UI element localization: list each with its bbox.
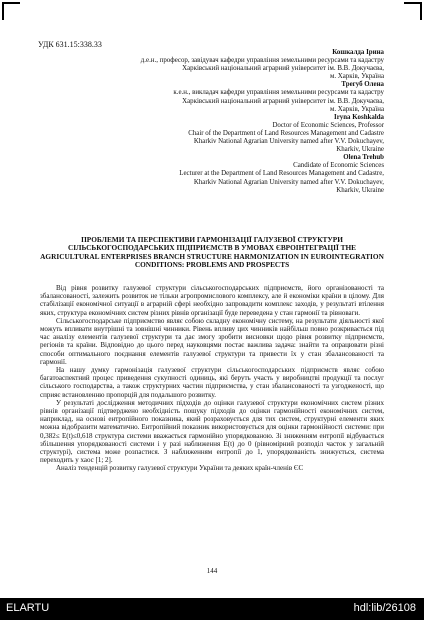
author-name: Трегуб Олена: [341, 81, 384, 89]
author-affiliation-line: Kharkiv National Agrarian University named after V.V. Dokuchayev,: [193, 178, 384, 186]
author-affiliation-line: Lecturer at the Department of Land Resources Management and Cadastre,: [179, 170, 384, 178]
author-affiliation-line: Doctor of Economic Sciences, Professor: [272, 121, 384, 129]
author-affiliation-line: к.е.н., викладач кафедри управління земельними ресурсами та кадастру: [173, 89, 384, 97]
author-block: [40, 49, 384, 195]
page-number: 144: [206, 567, 218, 575]
article-body: [40, 284, 384, 473]
repository-footer-bar: [0, 598, 424, 620]
author-name: Кошкалда Ірина: [332, 49, 384, 56]
author-entry: [40, 154, 384, 194]
crop-mark-icon: [2, 2, 20, 20]
crop-mark-icon: [404, 2, 422, 20]
author-affiliation-line: м. Харків, Україна: [329, 105, 384, 113]
author-affiliation-line: Kharkiv National Agrarian University named after V.V. Dokuchayev,: [193, 138, 384, 146]
author-affiliation-line: Kharkiv, Ukraine: [336, 146, 384, 154]
author-affiliation-line: Candidate of Economic Sciences: [293, 162, 384, 170]
author-name: Iryna Koshkalda: [334, 113, 384, 121]
body-paragraph: На нашу думку гармонізація галузевої структури сільськогосподарських підприємств являє собою багатоаспектний процес приведення сукупності одиниць, які беруть участь у виробництві продукції та послуг сільського господарства, а також структурних частин підприємства, у стан збалансованості та узгодженості, що сприяє встановленню пропорцій для подальшого розвитку.: [40, 366, 384, 399]
author-affiliation-line: Chair of the Department of Land Resources Management and Cadastre: [188, 129, 384, 137]
body-paragraph: Аналіз тенденцій розвитку галузевої структури України та деяких країн-членів ЄС: [56, 464, 304, 473]
author-affiliation-line: Харківський національний аграрний університет ім. В.В. Докучаєва,: [182, 65, 384, 73]
body-paragraph: Сільськогосподарське підприємство являє собою складну економічну систему, на результати діяльності якої можуть впливати внутрішні та зовнішні чинники. Рівень впливу цих чинників найбільш повно розкривається під час аналізу елементів галузевої структури та дає змогу зробити висновки щодо рівня розвитку підприємств, регіонів та країни. Відповідно до цього перед науковцями постає важлива задача: знайти та опрацювати різні способи оптимального поєднання елементів галузевої структури та привести їх у стан збалансованості та гармонії.: [40, 316, 384, 366]
author-entry: [40, 49, 384, 81]
author-entry: [40, 114, 384, 154]
author-affiliation-line: Kharkiv, Ukraine: [336, 186, 384, 194]
udk-code: УДК 631.15:338.33: [38, 40, 102, 49]
author-entry: [40, 81, 384, 113]
article-title: ПРОБЛЕМИ ТА ПЕРСПЕКТИВИ ГАРМОНІЗАЦІЇ ГАЛУЗЕВОЇ СТРУКТУРИ СІЛЬСЬКОГОСПОДАРСЬКИХ ПІДПРИЄМСТВ В УМОВАХ ЄВРОІНТЕГРАЦІЇ THE AGRICULTURAL ENTERPRISES BRANCH STRUCTURE HARMONIZATION IN EUROINTEGRATION CONDITIONS: PROBLEMS AND PROSPECTS: [40, 235, 384, 270]
author-affiliation-line: м. Харків, Україна: [329, 73, 384, 81]
author-affiliation-line: д.е.н., професор, завідувач кафедри управління земельними ресурсами та кадастру: [140, 57, 384, 65]
repository-name: ELARTU: [6, 602, 50, 614]
body-paragraph: Від рівня розвитку галузевої структури сільськогосподарських підприємств, його організованості та збалансованості, залежить розвиток не тільки агропромислового комплексу, але й економіки країни в цілому. Для стабілізації економічної ситуації в аграрній сфері необхідно запровадити комплекс заходів, у результаті втілення яких, структура економічних систем різних рівнів організації буде переведена у стан гармонії та рівноваги.: [40, 284, 384, 317]
author-name: Olena Trehub: [343, 154, 384, 162]
handle-link[interactable]: hdl:lib/26108: [353, 602, 416, 614]
body-paragraph: У результаті дослідження методичних підходів до оцінки галузевої структури економічних систем різних рівнів організації підтверджено необхідність пошуку підходів до оцінки гармонійності економічних систем, наприклад, на основі ентропійного показника, який розраховується для тих систем, структурні елементи яких можна відобразити математично. Ентропійний показник використовується для оцінки гармонійності системи: при 0,382≤ E(t)≤0,618 структура системи вважається гармонійно упорядкованою. Зі зниженням ентропії відбувається збільшення упорядкованості системи і у разі наближення E(t) до 0 (рівномірний розподіл часток у загальній структурі), система може розпастися. З наближенням ентропії до 1, упорядкованість знижується, система переходить у хаос [1; 2].: [40, 398, 384, 465]
author-affiliation-line: Харківський національний аграрний університет ім. В.В. Докучаєва,: [182, 97, 384, 105]
